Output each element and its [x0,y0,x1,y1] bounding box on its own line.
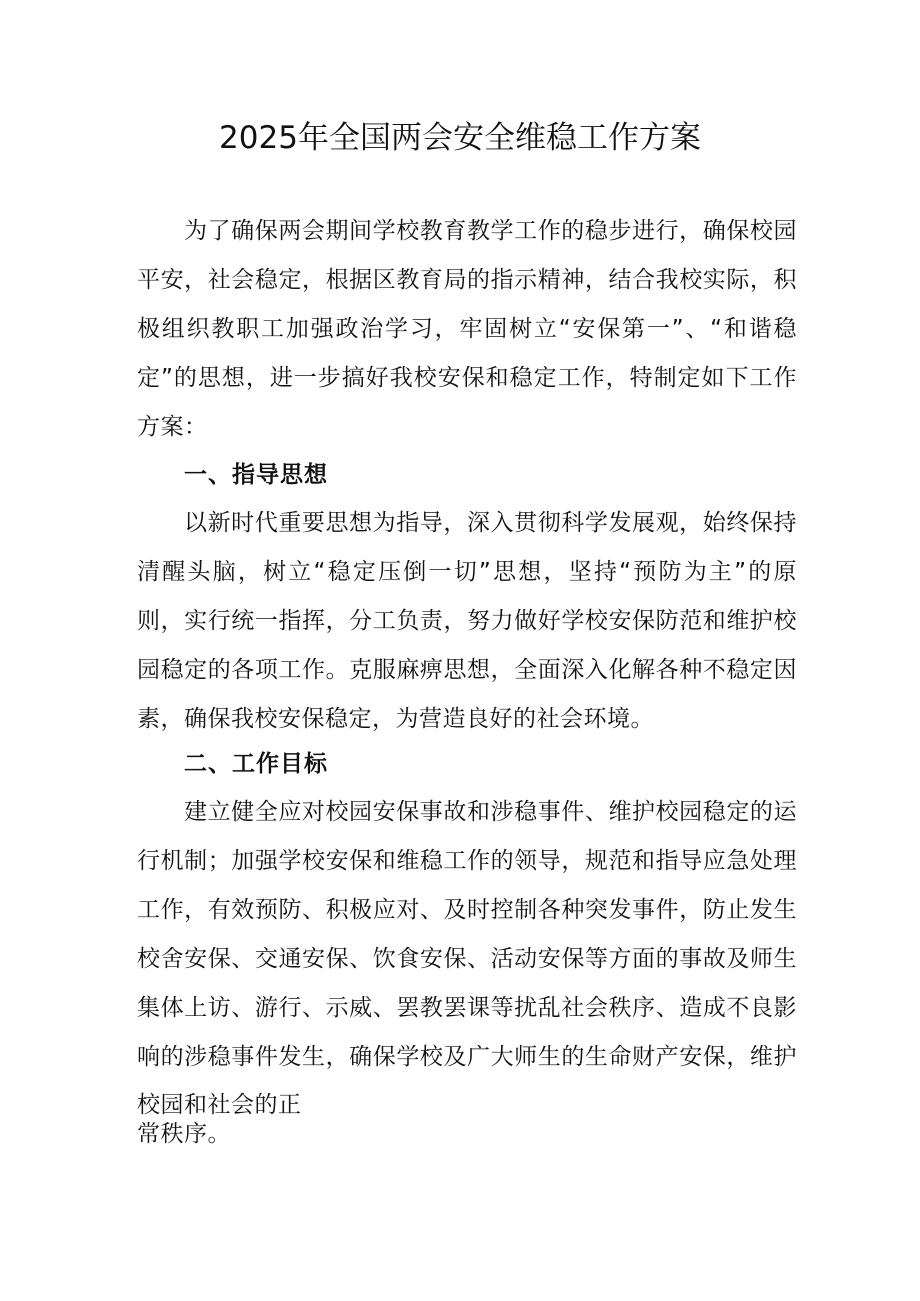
section1-line-4: 园稳定的各项工作。克服麻痹思想，全面深入化解各种不稳定因 [137,657,797,683]
section1-line-2: 清醒头脑，树立“稳定压倒一切”思想，坚持“预防为主”的原 [137,559,797,585]
section1-line-3: 则，实行统一指挥，分工负责，努力做好学校安保防范和维护校 [137,608,797,634]
intro-line-2: 平安，社会稳定，根据区教育局的指示精神，结合我校实际，积 [137,267,797,293]
intro-line-5: 方案： [137,414,208,440]
section2-line-8: 常秩序。 [137,1121,231,1147]
section2-heading: 二、工作目标 [184,751,328,777]
section2-line-1: 建立健全应对校园安保事故和涉稳事件、维护校园稳定的运 [184,799,797,825]
section1-line-5: 素，确保我校安保稳定，为营造良好的社会环境。 [137,706,654,732]
section1-line-1: 以新时代重要思想为指导，深入贯彻科学发展观，始终保持 [184,510,797,536]
intro-line-3: 极组织教职工加强政治学习，牢固树立“安保第一”、“和谐稳 [137,316,797,342]
section2-line-4: 校舍安保、交通安保、饮食安保、活动安保等方面的事故及师生 [137,946,797,972]
section2-line-7: 校园和社会的正 [137,1092,302,1118]
section2-line-6: 响的涉稳事件发生，确保学校及广大师生的生命财产安保，维护 [137,1044,797,1070]
document-title: 2025年全国两会安全维稳工作方案 [219,120,701,156]
section2-line-5: 集体上访、游行、示威、罢教罢课等扰乱社会秩序、造成不良影 [137,995,797,1021]
section2-line-3: 工作，有效预防、积极应对、及时控制各种突发事件，防止发生 [137,897,797,923]
intro-line-1: 为了确保两会期间学校教育教学工作的稳步进行，确保校园 [184,218,797,244]
intro-line-4: 定”的思想，进一步搞好我校安保和稳定工作，特制定如下工作 [137,365,797,391]
section2-line-2: 行机制；加强学校安保和维稳工作的领导，规范和指导应急处理 [137,848,797,874]
section1-heading: 一、指导思想 [184,462,328,488]
